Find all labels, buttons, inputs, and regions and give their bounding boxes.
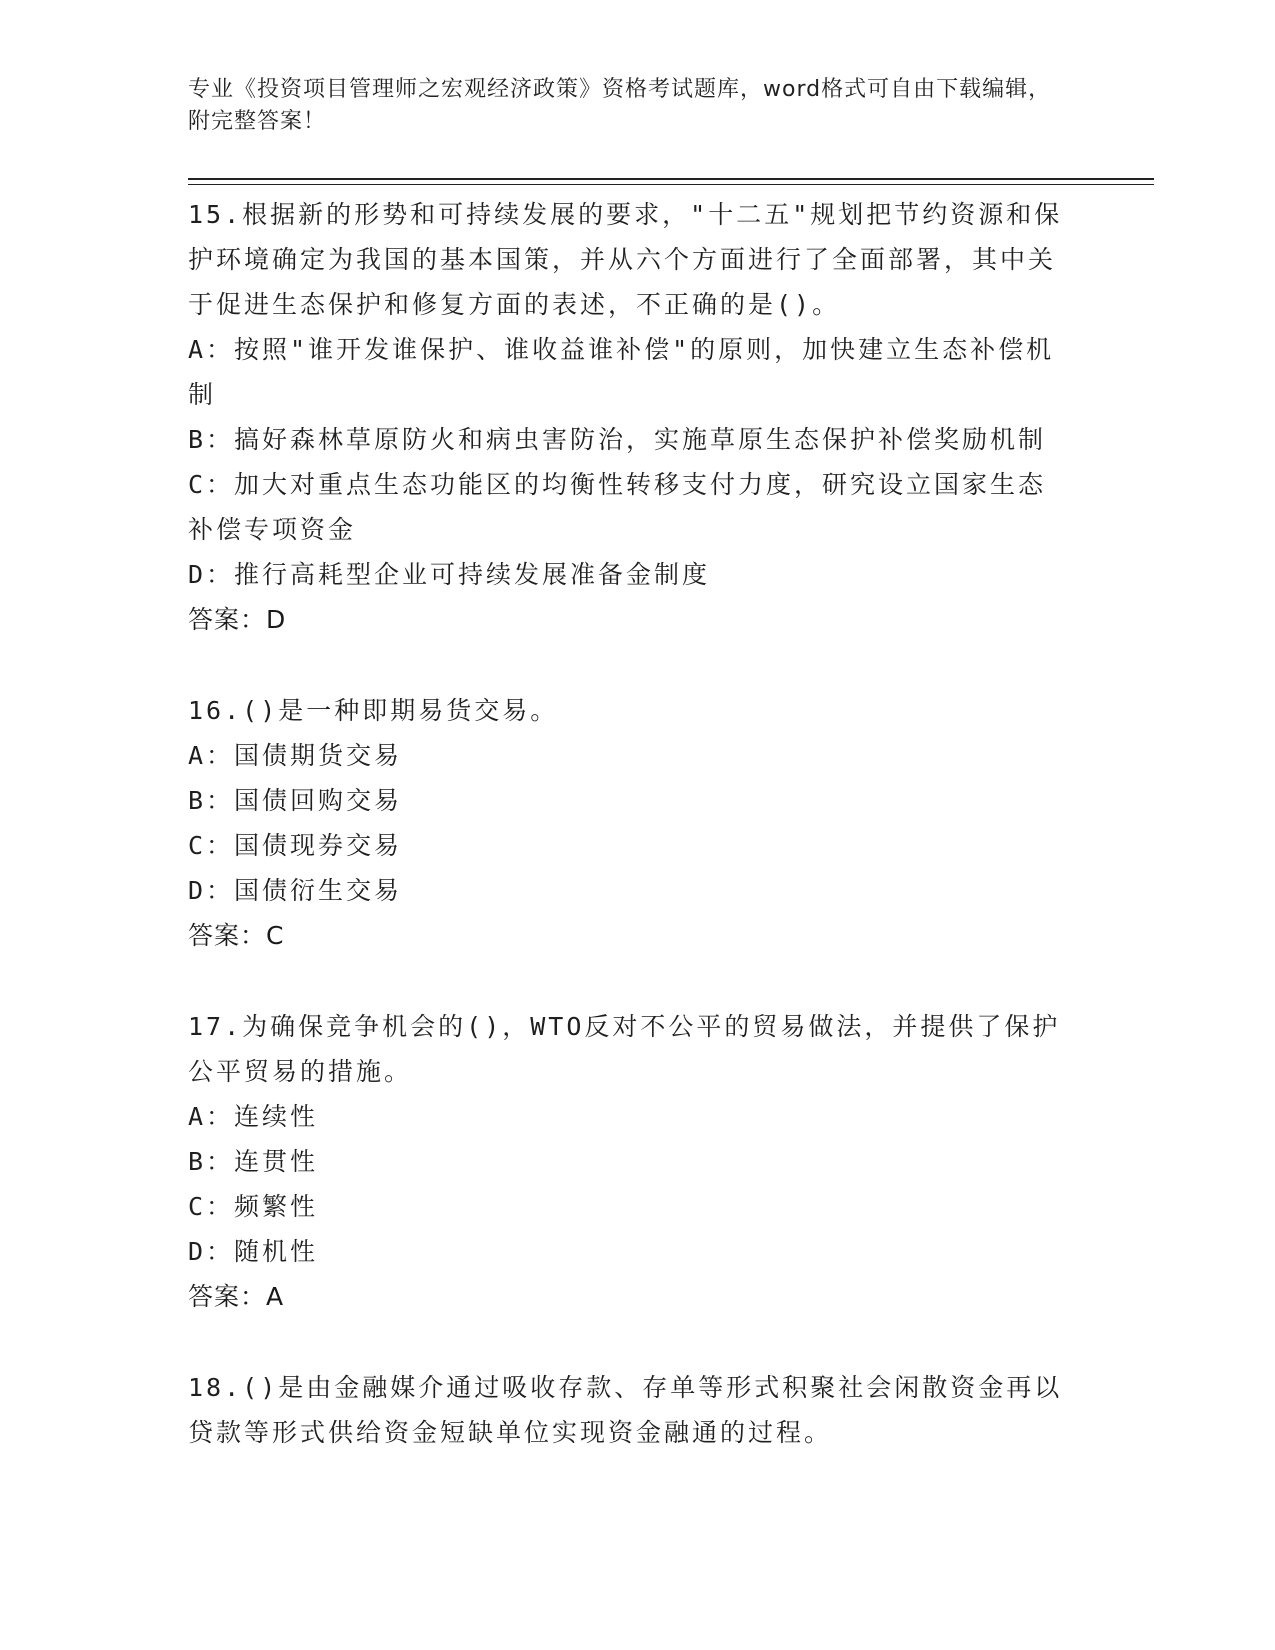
question-16 <box>188 688 1068 959</box>
question-17 <box>188 1004 1068 1320</box>
document-header: 专业《投资项目管理师之宏观经济政策》资格考试题库，word格式可自由下载编辑，附完整答案！ <box>188 77 1052 134</box>
question-text: 16.()是一种即期易货交易。 <box>188 696 559 725</box>
question-15 <box>188 192 1068 643</box>
option-a: A：按照"谁开发谁保护、谁收益谁补偿"的原则，加快建立生态补偿机制 <box>188 335 1055 409</box>
option-d: D：国债衍生交易 <box>188 876 403 905</box>
option-c: C：频繁性 <box>188 1192 319 1221</box>
answer-label: 答案：A <box>188 1282 285 1311</box>
option-b: B：搞好森林草原防火和病虫害防治，实施草原生态保护补偿奖励机制 <box>188 425 1047 454</box>
option-b: B：国债回购交易 <box>188 786 403 815</box>
header-divider-thick <box>188 178 1154 180</box>
question-text: 18.()是由金融媒介通过吸收存款、存单等形式积聚社会闲散资金再以贷款等形式供给资金短缺单位实现资金融通的过程。 <box>188 1373 1063 1447</box>
option-d: D：推行高耗型企业可持续发展准备金制度 <box>188 560 711 589</box>
option-c: C：国债现券交易 <box>188 831 403 860</box>
answer-label: 答案：C <box>188 921 285 950</box>
question-18 <box>188 1365 1068 1455</box>
question-text: 15.根据新的形势和可持续发展的要求，"十二五"规划把节约资源和保护环境确定为我国的基本国策，并从六个方面进行了全面部署，其中关于促进生态保护和修复方面的表述，不正确的是()。 <box>188 200 1063 319</box>
question-list <box>188 192 1068 1500</box>
answer-label: 答案：D <box>188 605 287 634</box>
option-d: D：随机性 <box>188 1237 319 1266</box>
question-text: 17.为确保竞争机会的()，WTO反对不公平的贸易做法，并提供了保护公平贸易的措施。 <box>188 1012 1061 1086</box>
option-a: A：连续性 <box>188 1102 319 1131</box>
option-c: C：加大对重点生态功能区的均衡性转移支付力度，研究设立国家生态补偿专项资金 <box>188 470 1047 544</box>
option-a: A：国债期货交易 <box>188 741 403 770</box>
option-b: B：连贯性 <box>188 1147 319 1176</box>
header-divider-thin <box>188 184 1154 185</box>
